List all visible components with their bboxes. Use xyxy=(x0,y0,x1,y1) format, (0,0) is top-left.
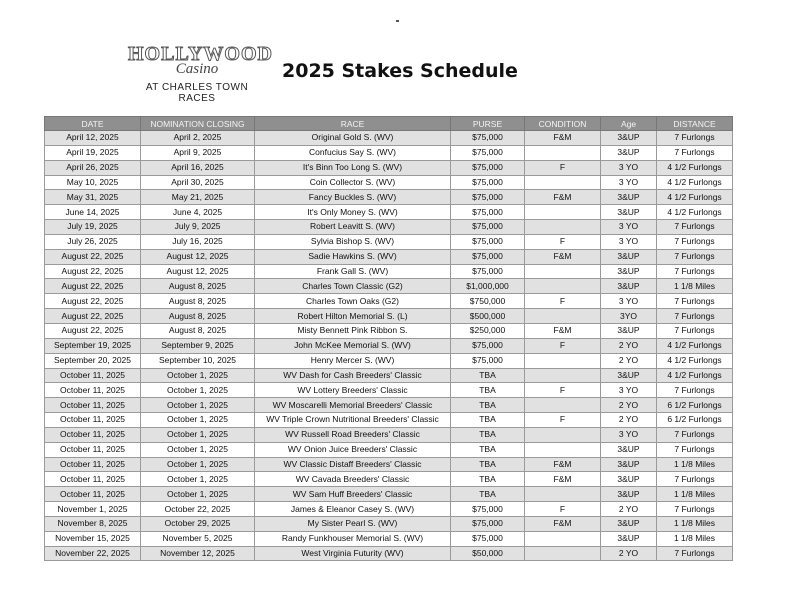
cell-distance: 7 Furlongs xyxy=(657,145,733,160)
cell-date: November 22, 2025 xyxy=(45,546,141,561)
table-row xyxy=(45,516,733,531)
cell-nomination-closing: October 1, 2025 xyxy=(141,413,255,428)
cell-date: August 22, 2025 xyxy=(45,264,141,279)
cell-purse: $75,000 xyxy=(451,353,525,368)
cell-purse: TBA xyxy=(451,383,525,398)
table-row xyxy=(45,457,733,472)
cell-race: WV Cavada Breeders' Classic xyxy=(255,472,451,487)
cell-nomination-closing: October 1, 2025 xyxy=(141,442,255,457)
table-row xyxy=(45,264,733,279)
cell-race: It's Binn Too Long S. (WV) xyxy=(255,160,451,175)
cell-condition xyxy=(525,309,601,324)
cell-nomination-closing: August 12, 2025 xyxy=(141,264,255,279)
cell-date: September 19, 2025 xyxy=(45,338,141,353)
cell-purse: TBA xyxy=(451,487,525,502)
cell-purse: $75,000 xyxy=(451,249,525,264)
cell-date: August 22, 2025 xyxy=(45,279,141,294)
cell-date: October 11, 2025 xyxy=(45,442,141,457)
table-row xyxy=(45,323,733,338)
column-header-race: RACE xyxy=(255,117,451,131)
hollywood-casino-logo xyxy=(128,43,273,104)
cell-age: 3 YO xyxy=(601,160,657,175)
cell-distance: 7 Furlongs xyxy=(657,264,733,279)
cell-nomination-closing: August 8, 2025 xyxy=(141,294,255,309)
table-row xyxy=(45,368,733,383)
cell-race: Robert Leavitt S. (WV) xyxy=(255,220,451,235)
cell-condition xyxy=(525,205,601,220)
cell-age: 3 YO xyxy=(601,234,657,249)
table-row xyxy=(45,294,733,309)
cell-distance: 7 Furlongs xyxy=(657,220,733,235)
cell-distance: 7 Furlongs xyxy=(657,502,733,517)
cell-purse: $75,000 xyxy=(451,531,525,546)
cell-distance: 7 Furlongs xyxy=(657,234,733,249)
cell-condition xyxy=(525,145,601,160)
cell-purse: TBA xyxy=(451,427,525,442)
cell-date: April 12, 2025 xyxy=(45,131,141,146)
cell-distance: 7 Furlongs xyxy=(657,442,733,457)
cell-nomination-closing: August 8, 2025 xyxy=(141,309,255,324)
cell-distance: 7 Furlongs xyxy=(657,427,733,442)
cell-date: August 22, 2025 xyxy=(45,294,141,309)
cell-age: 3&UP xyxy=(601,279,657,294)
cell-purse: $1,000,000 xyxy=(451,279,525,294)
cell-purse: $75,000 xyxy=(451,175,525,190)
cell-date: May 31, 2025 xyxy=(45,190,141,205)
table-row xyxy=(45,413,733,428)
cell-condition xyxy=(525,546,601,561)
cell-age: 3&UP xyxy=(601,368,657,383)
cell-condition xyxy=(525,279,601,294)
cell-age: 3YO xyxy=(601,309,657,324)
cell-purse: $500,000 xyxy=(451,309,525,324)
cell-date: October 11, 2025 xyxy=(45,368,141,383)
table-row xyxy=(45,190,733,205)
cell-age: 3&UP xyxy=(601,145,657,160)
cell-race: It's Only Money S. (WV) xyxy=(255,205,451,220)
cell-condition: F&M xyxy=(525,457,601,472)
cell-date: November 8, 2025 xyxy=(45,516,141,531)
table-row xyxy=(45,205,733,220)
cell-distance: 1 1/8 Miles xyxy=(657,487,733,502)
cell-nomination-closing: April 16, 2025 xyxy=(141,160,255,175)
cell-purse: $75,000 xyxy=(451,516,525,531)
cell-condition: F xyxy=(525,160,601,175)
cell-purse: $75,000 xyxy=(451,205,525,220)
cell-race: WV Russell Road Breeders' Classic xyxy=(255,427,451,442)
cell-date: November 15, 2025 xyxy=(45,531,141,546)
cell-nomination-closing: October 1, 2025 xyxy=(141,398,255,413)
cell-nomination-closing: August 8, 2025 xyxy=(141,279,255,294)
cell-purse: TBA xyxy=(451,398,525,413)
table-header-row xyxy=(45,117,733,131)
cell-age: 3&UP xyxy=(601,264,657,279)
cell-age: 3&UP xyxy=(601,457,657,472)
cell-distance: 7 Furlongs xyxy=(657,546,733,561)
cell-distance: 4 1/2 Furlongs xyxy=(657,353,733,368)
cell-condition: F&M xyxy=(525,472,601,487)
cell-age: 3 YO xyxy=(601,427,657,442)
cell-purse: $75,000 xyxy=(451,502,525,517)
cell-age: 2 YO xyxy=(601,413,657,428)
column-header-date: DATE xyxy=(45,117,141,131)
table-row xyxy=(45,220,733,235)
cell-race: Misty Bennett Pink Ribbon S. xyxy=(255,323,451,338)
cell-date: October 11, 2025 xyxy=(45,472,141,487)
cell-nomination-closing: October 1, 2025 xyxy=(141,457,255,472)
cell-nomination-closing: November 12, 2025 xyxy=(141,546,255,561)
cell-distance: 7 Furlongs xyxy=(657,383,733,398)
cell-nomination-closing: October 1, 2025 xyxy=(141,472,255,487)
cell-purse: TBA xyxy=(451,368,525,383)
cell-date: April 26, 2025 xyxy=(45,160,141,175)
cell-purse: TBA xyxy=(451,442,525,457)
cell-age: 2 YO xyxy=(601,546,657,561)
cell-age: 2 YO xyxy=(601,338,657,353)
cell-date: June 14, 2025 xyxy=(45,205,141,220)
cell-distance: 1 1/8 Miles xyxy=(657,279,733,294)
table-row xyxy=(45,383,733,398)
cell-nomination-closing: July 16, 2025 xyxy=(141,234,255,249)
cell-age: 3 YO xyxy=(601,220,657,235)
cell-age: 2 YO xyxy=(601,398,657,413)
cell-condition: F&M xyxy=(525,249,601,264)
column-header-age: Age xyxy=(601,117,657,131)
cell-race: WV Dash for Cash Breeders' Classic xyxy=(255,368,451,383)
page-title: 2025 Stakes Schedule xyxy=(282,60,518,82)
cell-race: Randy Funkhouser Memorial S. (WV) xyxy=(255,531,451,546)
logo-script-text: Casino xyxy=(175,61,219,77)
cell-nomination-closing: August 8, 2025 xyxy=(141,323,255,338)
cell-age: 3&UP xyxy=(601,516,657,531)
cell-condition xyxy=(525,531,601,546)
cell-condition xyxy=(525,442,601,457)
table-row xyxy=(45,502,733,517)
cell-age: 3&UP xyxy=(601,472,657,487)
cell-distance: 4 1/2 Furlongs xyxy=(657,338,733,353)
cell-race: Fancy Buckles S. (WV) xyxy=(255,190,451,205)
cell-purse: TBA xyxy=(451,413,525,428)
table-row xyxy=(45,309,733,324)
table-row xyxy=(45,234,733,249)
cell-distance: 7 Furlongs xyxy=(657,323,733,338)
cell-distance: 7 Furlongs xyxy=(657,309,733,324)
cell-condition: F&M xyxy=(525,516,601,531)
column-header-condition: CONDITION xyxy=(525,117,601,131)
cell-condition xyxy=(525,427,601,442)
cell-distance: 6 1/2 Furlongs xyxy=(657,398,733,413)
cell-distance: 4 1/2 Furlongs xyxy=(657,160,733,175)
cell-date: May 10, 2025 xyxy=(45,175,141,190)
cell-age: 3&UP xyxy=(601,190,657,205)
cell-distance: 7 Furlongs xyxy=(657,131,733,146)
table-row xyxy=(45,531,733,546)
cell-purse: $75,000 xyxy=(451,190,525,205)
cell-distance: 7 Furlongs xyxy=(657,294,733,309)
cell-nomination-closing: October 29, 2025 xyxy=(141,516,255,531)
cell-date: July 26, 2025 xyxy=(45,234,141,249)
logo-main-text: HOLLYWOOD xyxy=(128,43,273,65)
cell-race: Robert Hilton Memorial S. (L) xyxy=(255,309,451,324)
table-row xyxy=(45,427,733,442)
cell-condition: F xyxy=(525,234,601,249)
scan-speck xyxy=(396,20,399,22)
cell-race: WV Classic Distaff Breeders' Classic xyxy=(255,457,451,472)
cell-purse: $75,000 xyxy=(451,220,525,235)
cell-condition: F xyxy=(525,383,601,398)
cell-race: WV Onion Juice Breeders' Classic xyxy=(255,442,451,457)
cell-race: Charles Town Classic (G2) xyxy=(255,279,451,294)
cell-race: Original Gold S. (WV) xyxy=(255,131,451,146)
cell-nomination-closing: October 22, 2025 xyxy=(141,502,255,517)
logo-subtitle: AT CHARLES TOWN RACES xyxy=(145,82,249,104)
cell-purse: $75,000 xyxy=(451,145,525,160)
cell-age: 3&UP xyxy=(601,531,657,546)
cell-nomination-closing: September 10, 2025 xyxy=(141,353,255,368)
cell-condition: F xyxy=(525,338,601,353)
cell-condition: F&M xyxy=(525,131,601,146)
cell-age: 3&UP xyxy=(601,487,657,502)
cell-race: WV Sam Huff Breeders' Classic xyxy=(255,487,451,502)
stakes-schedule-table xyxy=(44,116,733,561)
cell-date: September 20, 2025 xyxy=(45,353,141,368)
cell-purse: TBA xyxy=(451,457,525,472)
cell-age: 3 YO xyxy=(601,294,657,309)
cell-race: Sadie Hawkins S. (WV) xyxy=(255,249,451,264)
table-row xyxy=(45,279,733,294)
cell-nomination-closing: November 5, 2025 xyxy=(141,531,255,546)
cell-age: 3&UP xyxy=(601,442,657,457)
cell-race: WV Moscarelli Memorial Breeders' Classic xyxy=(255,398,451,413)
cell-date: August 22, 2025 xyxy=(45,249,141,264)
cell-age: 2 YO xyxy=(601,502,657,517)
cell-condition xyxy=(525,175,601,190)
table-row xyxy=(45,442,733,457)
table-row xyxy=(45,131,733,146)
cell-distance: 1 1/8 Miles xyxy=(657,457,733,472)
table-body xyxy=(45,131,733,561)
cell-condition xyxy=(525,264,601,279)
cell-distance: 1 1/8 Miles xyxy=(657,516,733,531)
cell-distance: 4 1/2 Furlongs xyxy=(657,205,733,220)
cell-race: WV Triple Crown Nutritional Breeders' Classic xyxy=(255,413,451,428)
cell-condition xyxy=(525,220,601,235)
cell-condition: F&M xyxy=(525,190,601,205)
cell-age: 2 YO xyxy=(601,353,657,368)
cell-race: Henry Mercer S. (WV) xyxy=(255,353,451,368)
table-row xyxy=(45,249,733,264)
cell-nomination-closing: May 21, 2025 xyxy=(141,190,255,205)
cell-condition: F xyxy=(525,294,601,309)
table-row xyxy=(45,487,733,502)
cell-race: Charles Town Oaks (G2) xyxy=(255,294,451,309)
table-row xyxy=(45,145,733,160)
cell-race: My Sister Pearl S. (WV) xyxy=(255,516,451,531)
cell-distance: 6 1/2 Furlongs xyxy=(657,413,733,428)
cell-purse: $75,000 xyxy=(451,234,525,249)
cell-age: 3 YO xyxy=(601,175,657,190)
table-row xyxy=(45,353,733,368)
cell-date: October 11, 2025 xyxy=(45,413,141,428)
table-row xyxy=(45,338,733,353)
cell-purse: $750,000 xyxy=(451,294,525,309)
table-row xyxy=(45,472,733,487)
cell-date: October 11, 2025 xyxy=(45,487,141,502)
column-header-purse: PURSE xyxy=(451,117,525,131)
cell-purse: $75,000 xyxy=(451,338,525,353)
cell-nomination-closing: April 30, 2025 xyxy=(141,175,255,190)
cell-nomination-closing: July 9, 2025 xyxy=(141,220,255,235)
cell-date: October 11, 2025 xyxy=(45,398,141,413)
table-row xyxy=(45,398,733,413)
cell-nomination-closing: October 1, 2025 xyxy=(141,487,255,502)
column-header-distance: DISTANCE xyxy=(657,117,733,131)
cell-date: April 19, 2025 xyxy=(45,145,141,160)
cell-race: James & Eleanor Casey S. (WV) xyxy=(255,502,451,517)
cell-purse: $75,000 xyxy=(451,160,525,175)
cell-date: October 11, 2025 xyxy=(45,427,141,442)
cell-distance: 4 1/2 Furlongs xyxy=(657,190,733,205)
cell-date: August 22, 2025 xyxy=(45,323,141,338)
cell-distance: 1 1/8 Miles xyxy=(657,531,733,546)
cell-condition: F xyxy=(525,413,601,428)
cell-nomination-closing: September 9, 2025 xyxy=(141,338,255,353)
cell-condition: F xyxy=(525,502,601,517)
cell-condition xyxy=(525,398,601,413)
cell-purse: $250,000 xyxy=(451,323,525,338)
cell-purse: $50,000 xyxy=(451,546,525,561)
cell-date: August 22, 2025 xyxy=(45,309,141,324)
table-row xyxy=(45,175,733,190)
cell-distance: 4 1/2 Furlongs xyxy=(657,368,733,383)
cell-purse: $75,000 xyxy=(451,264,525,279)
table-row xyxy=(45,160,733,175)
cell-age: 3&UP xyxy=(601,323,657,338)
cell-purse: TBA xyxy=(451,472,525,487)
cell-purse: $75,000 xyxy=(451,131,525,146)
cell-condition: F&M xyxy=(525,323,601,338)
cell-age: 3&UP xyxy=(601,131,657,146)
cell-nomination-closing: April 9, 2025 xyxy=(141,145,255,160)
cell-condition xyxy=(525,353,601,368)
cell-date: July 19, 2025 xyxy=(45,220,141,235)
cell-distance: 7 Furlongs xyxy=(657,249,733,264)
column-header-nomination-closing: NOMINATION CLOSING xyxy=(141,117,255,131)
cell-nomination-closing: October 1, 2025 xyxy=(141,383,255,398)
cell-distance: 4 1/2 Furlongs xyxy=(657,175,733,190)
cell-race: Frank Gall S. (WV) xyxy=(255,264,451,279)
cell-date: November 1, 2025 xyxy=(45,502,141,517)
cell-age: 3 YO xyxy=(601,383,657,398)
cell-age: 3&UP xyxy=(601,249,657,264)
cell-race: West Virginia Futurity (WV) xyxy=(255,546,451,561)
cell-race: Coin Collector S. (WV) xyxy=(255,175,451,190)
cell-nomination-closing: April 2, 2025 xyxy=(141,131,255,146)
cell-nomination-closing: June 4, 2025 xyxy=(141,205,255,220)
cell-nomination-closing: August 12, 2025 xyxy=(141,249,255,264)
cell-condition xyxy=(525,487,601,502)
cell-race: Sylvia Bishop S. (WV) xyxy=(255,234,451,249)
cell-age: 3&UP xyxy=(601,205,657,220)
cell-race: WV Lottery Breeders' Classic xyxy=(255,383,451,398)
cell-race: John McKee Memorial S. (WV) xyxy=(255,338,451,353)
cell-nomination-closing: October 1, 2025 xyxy=(141,368,255,383)
cell-race: Confucius Say S. (WV) xyxy=(255,145,451,160)
cell-nomination-closing: October 1, 2025 xyxy=(141,427,255,442)
cell-date: October 11, 2025 xyxy=(45,457,141,472)
cell-distance: 7 Furlongs xyxy=(657,472,733,487)
cell-condition xyxy=(525,368,601,383)
table-row xyxy=(45,546,733,561)
cell-date: October 11, 2025 xyxy=(45,383,141,398)
